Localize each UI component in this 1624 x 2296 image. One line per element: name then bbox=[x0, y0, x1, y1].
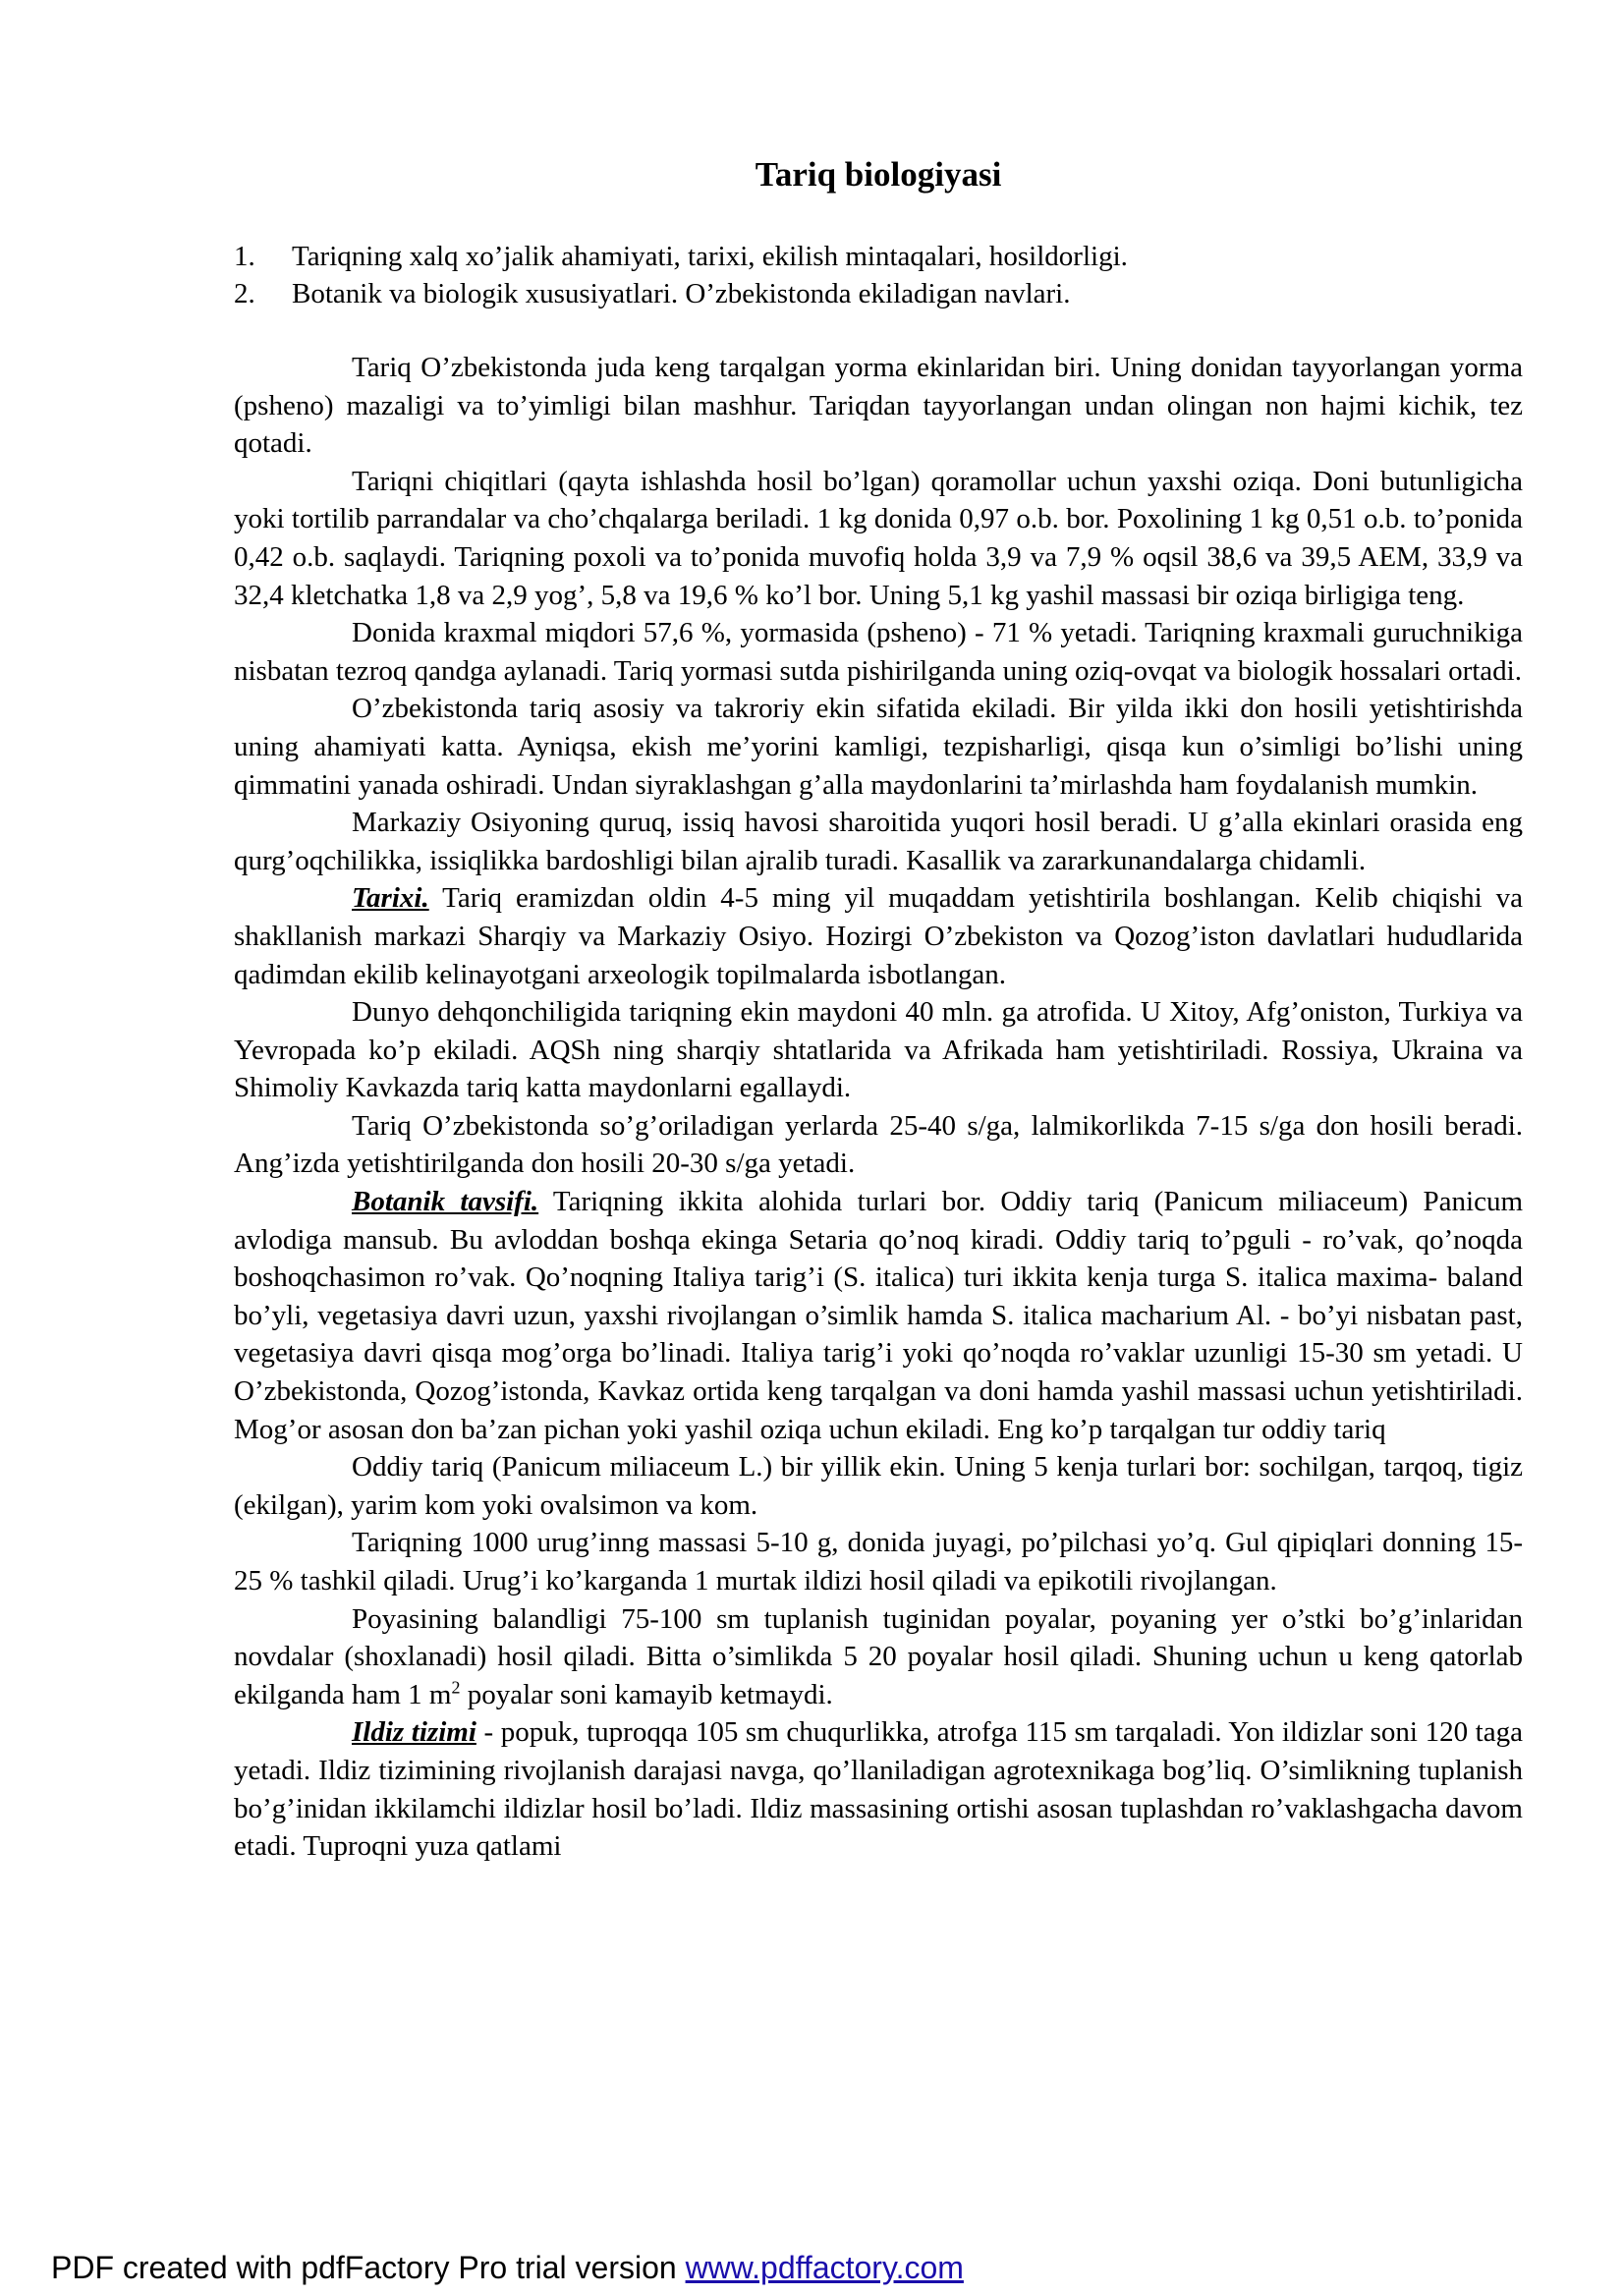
paragraph: Markaziy Osiyoning quruq, issiq havosi sharoitida yuqori hosil beradi. U g’alla ekinlari orasida eng qurg’oqchilikka, issiqlikka bardoshligi bilan ajralib turadi. Kasallik va zararkunandalarga chidamli. bbox=[234, 807, 1523, 876]
footer-link[interactable]: www.pdffactory.com bbox=[685, 2250, 964, 2285]
section-heading: Botanik tavsifi. bbox=[352, 1186, 539, 1218]
page-title: Tariq biologiyasi bbox=[755, 155, 1002, 194]
topic-item bbox=[234, 238, 1523, 275]
paragraph: Tariqni chiqitlari (qayta ishlashda hosil bo’lgan) qoramollar uchun yaxshi oziqa. Doni butunligicha yoki tortilib parrandalar va cho’chqalarga beriladi. 1 kg donida 0,97 o.b. bor. Poxolining 1 kg 0,51 o.b. to’ponida 0,42 o.b. saqlaydi. Tariqning poxoli va to’ponida muvofiq holda 3,9 va 7,9 % oqsil 38,6 va 39,5 AEM, 33,9 va 32,4 kletchatka 1,8 va 2,9 yog’, 5,8 va 19,6 % ko’l bor. Uning 5,1 kg yashil massasi bir oziqa birligiga teng. bbox=[234, 465, 1523, 611]
paragraph: Oddiy tariq (Panicum miliaceum L.) bir yillik ekin. Uning 5 kenja turlari bor: sochilgan, tarqoq, tigiz (ekilgan), yarim kom yoki ovalsimon va kom. bbox=[234, 1451, 1523, 1521]
paragraph-text: - popuk, tuproqqa 105 sm chuqurlikka, atrofga 115 sm tarqaladi. Yon ildizlar soni 120 taga yetadi. Ildiz tizimining rivojlanish darajasi navga, qo’llaniladigan agrotexnikaga bog’liq. O’simlikning tuplanish bo’g’inidan ikkilamchi ildizlar hosil bo’ladi. Ildiz massasining ortishi asosan tuplashdan ro’vaklashgacha davom etadi. Tuproqni yuza qatlami bbox=[234, 1716, 1523, 1863]
topic-list bbox=[234, 238, 1523, 312]
paragraph: Dunyo dehqonchiligida tariqning ekin maydoni 40 mln. ga atrofida. U Xitoy, Afg’oniston, Turkiya va Yevropada ko’p ekiladi. AQSh ning sharqiy shtatlarida va Afrikada ham yetishtiriladi. Rossiya, Ukraina va Shimoliy Kavkazda tariq katta maydonlarni egallaydi. bbox=[234, 996, 1523, 1104]
paragraph bbox=[234, 1600, 1523, 1714]
topic-text: Tariqning xalq xo’jalik ahamiyati, tarixi, ekilish mintaqalari, hosildorligi. bbox=[292, 241, 1128, 272]
pdf-footer bbox=[51, 2248, 964, 2287]
section-heading: Ildiz tizimi bbox=[352, 1716, 476, 1749]
document-body bbox=[234, 349, 1523, 1866]
paragraph: O’zbekistonda tariq asosiy va takroriy ekin sifatida ekiladi. Bir yilda ikki don hosili yetishtirishda uning ahamiyati katta. Ayniqsa, ekish me’yorini kamligi, tezpisharligi, qisqa kun o’simligi bo’lishi uning qimmatini yanada oshiradi. Undan siyraklashgan g’alla maydonlarini ta’mirlashda ham foydalanish mumkin. bbox=[234, 693, 1523, 801]
paragraph bbox=[234, 1713, 1523, 1865]
paragraph: Tariq O’zbekistonda so’g’oriladigan yerlarda 25-40 s/ga, lalmikorlikda 7-15 s/ga don hosili beradi. Ang’izda yetishtirilganda don hosili 20-30 s/ga yetadi. bbox=[234, 1109, 1523, 1180]
paragraph: Tariq O’zbekistonda juda keng tarqalgan yorma ekinlaridan biri. Uning donidan tayyorlangan yorma (psheno) mazaligi va to’yimligi bilan mashhur. Tariqdan tayyorlangan undan olingan non hajmi kichik, tez qotadi. bbox=[234, 352, 1523, 460]
superscript: 2 bbox=[451, 1677, 461, 1698]
topic-text: Botanik va biologik xususiyatlari. O’zbekistonda ekiladigan navlari. bbox=[292, 278, 1071, 309]
paragraph-text: Tariqning ikkita alohida turlari bor. Oddiy tariq (Panicum miliaceum) Panicum avlodiga mansub. Bu avloddan boshqa ekinga Setaria qo’noq kiradi. Oddiy tariq to’pguli - ro’vak, qo’noqda boshoqchasimon ro’vak. Qo’noqning Italiya tarig’i (S. italica) turi ikkita kenja turga S. italica maxima- baland bo’yli, vegetasiya davri uzun, yaxshi rivojlangan o’simlik hamda S. italica macharium Al. - bo’yi nisbatan past, vegetasiya davri qisqa mog’orga bo’linadi. Italiya tarig’i yoki qo’noqda ro’vaklar uzunligi 15-30 sm yetadi. U O’zbekistonda, Qozog’istonda, Kavkaz ortida keng tarqalgan va doni hamda yashil massasi uchun yetishtiriladi. Mog’or asosan don ba’zan pichan yoki yashil oziqa uchun ekiladi. Eng ko’p tarqalgan tur oddiy tariq bbox=[234, 1186, 1523, 1445]
paragraph-text: Tariq eramizdan oldin 4-5 ming yil muqaddam yetishtirila boshlangan. Kelib chiqishi va shakllanish markazi Sharqiy va Markaziy Osiyo. Hozirgi O’zbekiston va Qozog’iston davlatlari hududlarida qadimdan ekilib kelinayotgani arxeologik topilmalarda isbotlangan. bbox=[234, 882, 1523, 990]
paragraph-text: Poyasining balandligi 75-100 sm tuplanish tuginidan poyalar, poyaning yer o’stki bo’g’inlaridan novdalar (shoxlanadi) hosil qiladi. Bitta o’simlikda 5 20 poyalar hosil qiladi. Shuning uchun u keng qatorlab ekilganda ham 1 m bbox=[234, 1602, 1523, 1710]
topic-item bbox=[234, 275, 1523, 312]
paragraph bbox=[234, 1183, 1523, 1448]
footer-text: PDF created with pdfFactory Pro trial version bbox=[51, 2250, 686, 2285]
paragraph bbox=[234, 879, 1523, 993]
topic-number: 1. bbox=[234, 241, 255, 272]
paragraph: Donida kraxmal miqdori 57,6 %, yormasida (psheno) - 71 % yetadi. Tariqning kraxmali guruchnikiga nisbatan tezroq qandga aylanadi. Tariq yormasi sutda pishirilganda uning oziq-ovqat va biologik hossalari ortadi. bbox=[234, 617, 1523, 687]
paragraph-text: poyalar soni kamayib ketmaydi. bbox=[460, 1678, 833, 1710]
topic-number: 2. bbox=[234, 278, 255, 309]
paragraph: Tariqning 1000 urug’inng massasi 5-10 g, donida juyagi, po’pilchasi yo’q. Gul qipiqlari donning 15-25 % tashkil qiladi. Urug’i ko’karganda 1 murtak ildizi hosil qiladi va epikotili rivojlangan. bbox=[234, 1527, 1523, 1596]
section-heading: Tarixi. bbox=[352, 882, 429, 915]
